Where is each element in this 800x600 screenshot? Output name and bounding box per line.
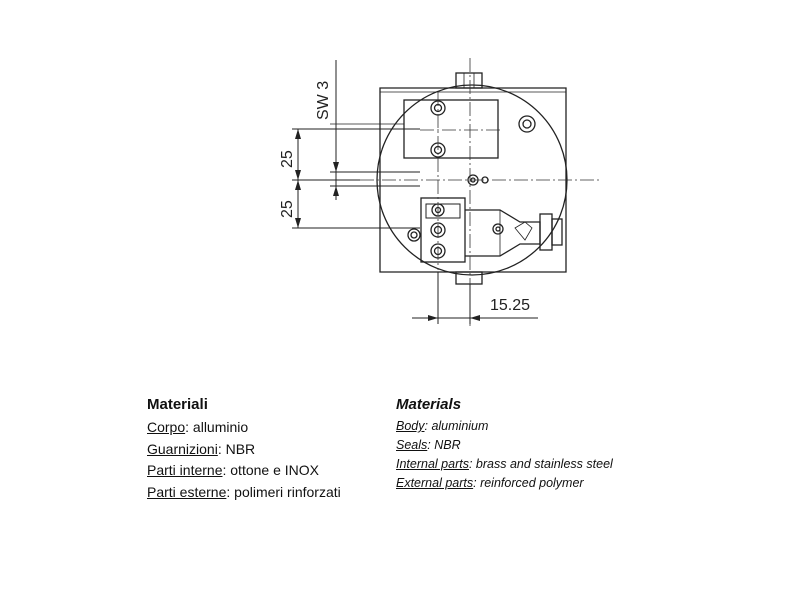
material-row — [396, 455, 613, 474]
material-row — [147, 460, 341, 482]
screw-left — [408, 229, 420, 241]
material-key: Parti interne — [147, 462, 223, 478]
materials-english — [396, 396, 613, 493]
material-value: : NBR — [427, 438, 461, 452]
material-value: : polimeri rinforzati — [226, 483, 341, 500]
dim-sw-label: SW 3 — [315, 80, 332, 120]
material-row — [396, 417, 613, 436]
material-row — [396, 474, 613, 493]
material-key: Corpo — [147, 419, 186, 435]
dim-top-label: 25 — [279, 150, 296, 168]
material-value: : ottone e INOX — [222, 462, 319, 478]
materials-title-en: Materials — [396, 396, 462, 413]
material-key: Body — [396, 419, 425, 433]
material-value: : alluminio — [185, 419, 249, 435]
dim-width-label: 15.25 — [490, 297, 531, 314]
materials-italian — [147, 396, 341, 503]
dim-bottom-label: 25 — [279, 200, 296, 218]
materials-title-it: Materiali — [147, 396, 208, 413]
screw-right — [519, 116, 535, 132]
material-key: Seals — [396, 438, 428, 452]
material-row — [147, 417, 341, 439]
material-key: External parts — [396, 476, 474, 490]
material-value: : NBR — [217, 440, 256, 457]
material-key: Internal parts — [396, 457, 469, 471]
material-row — [147, 482, 341, 504]
material-value: : aluminium — [424, 419, 489, 433]
material-value: : brass and stainless steel — [468, 457, 613, 471]
material-key: Parti esterne — [147, 483, 227, 500]
material-row — [147, 439, 341, 461]
material-row — [396, 436, 613, 455]
material-key: Guarnizioni — [147, 440, 218, 457]
material-value: : reinforced polymer — [473, 476, 584, 490]
